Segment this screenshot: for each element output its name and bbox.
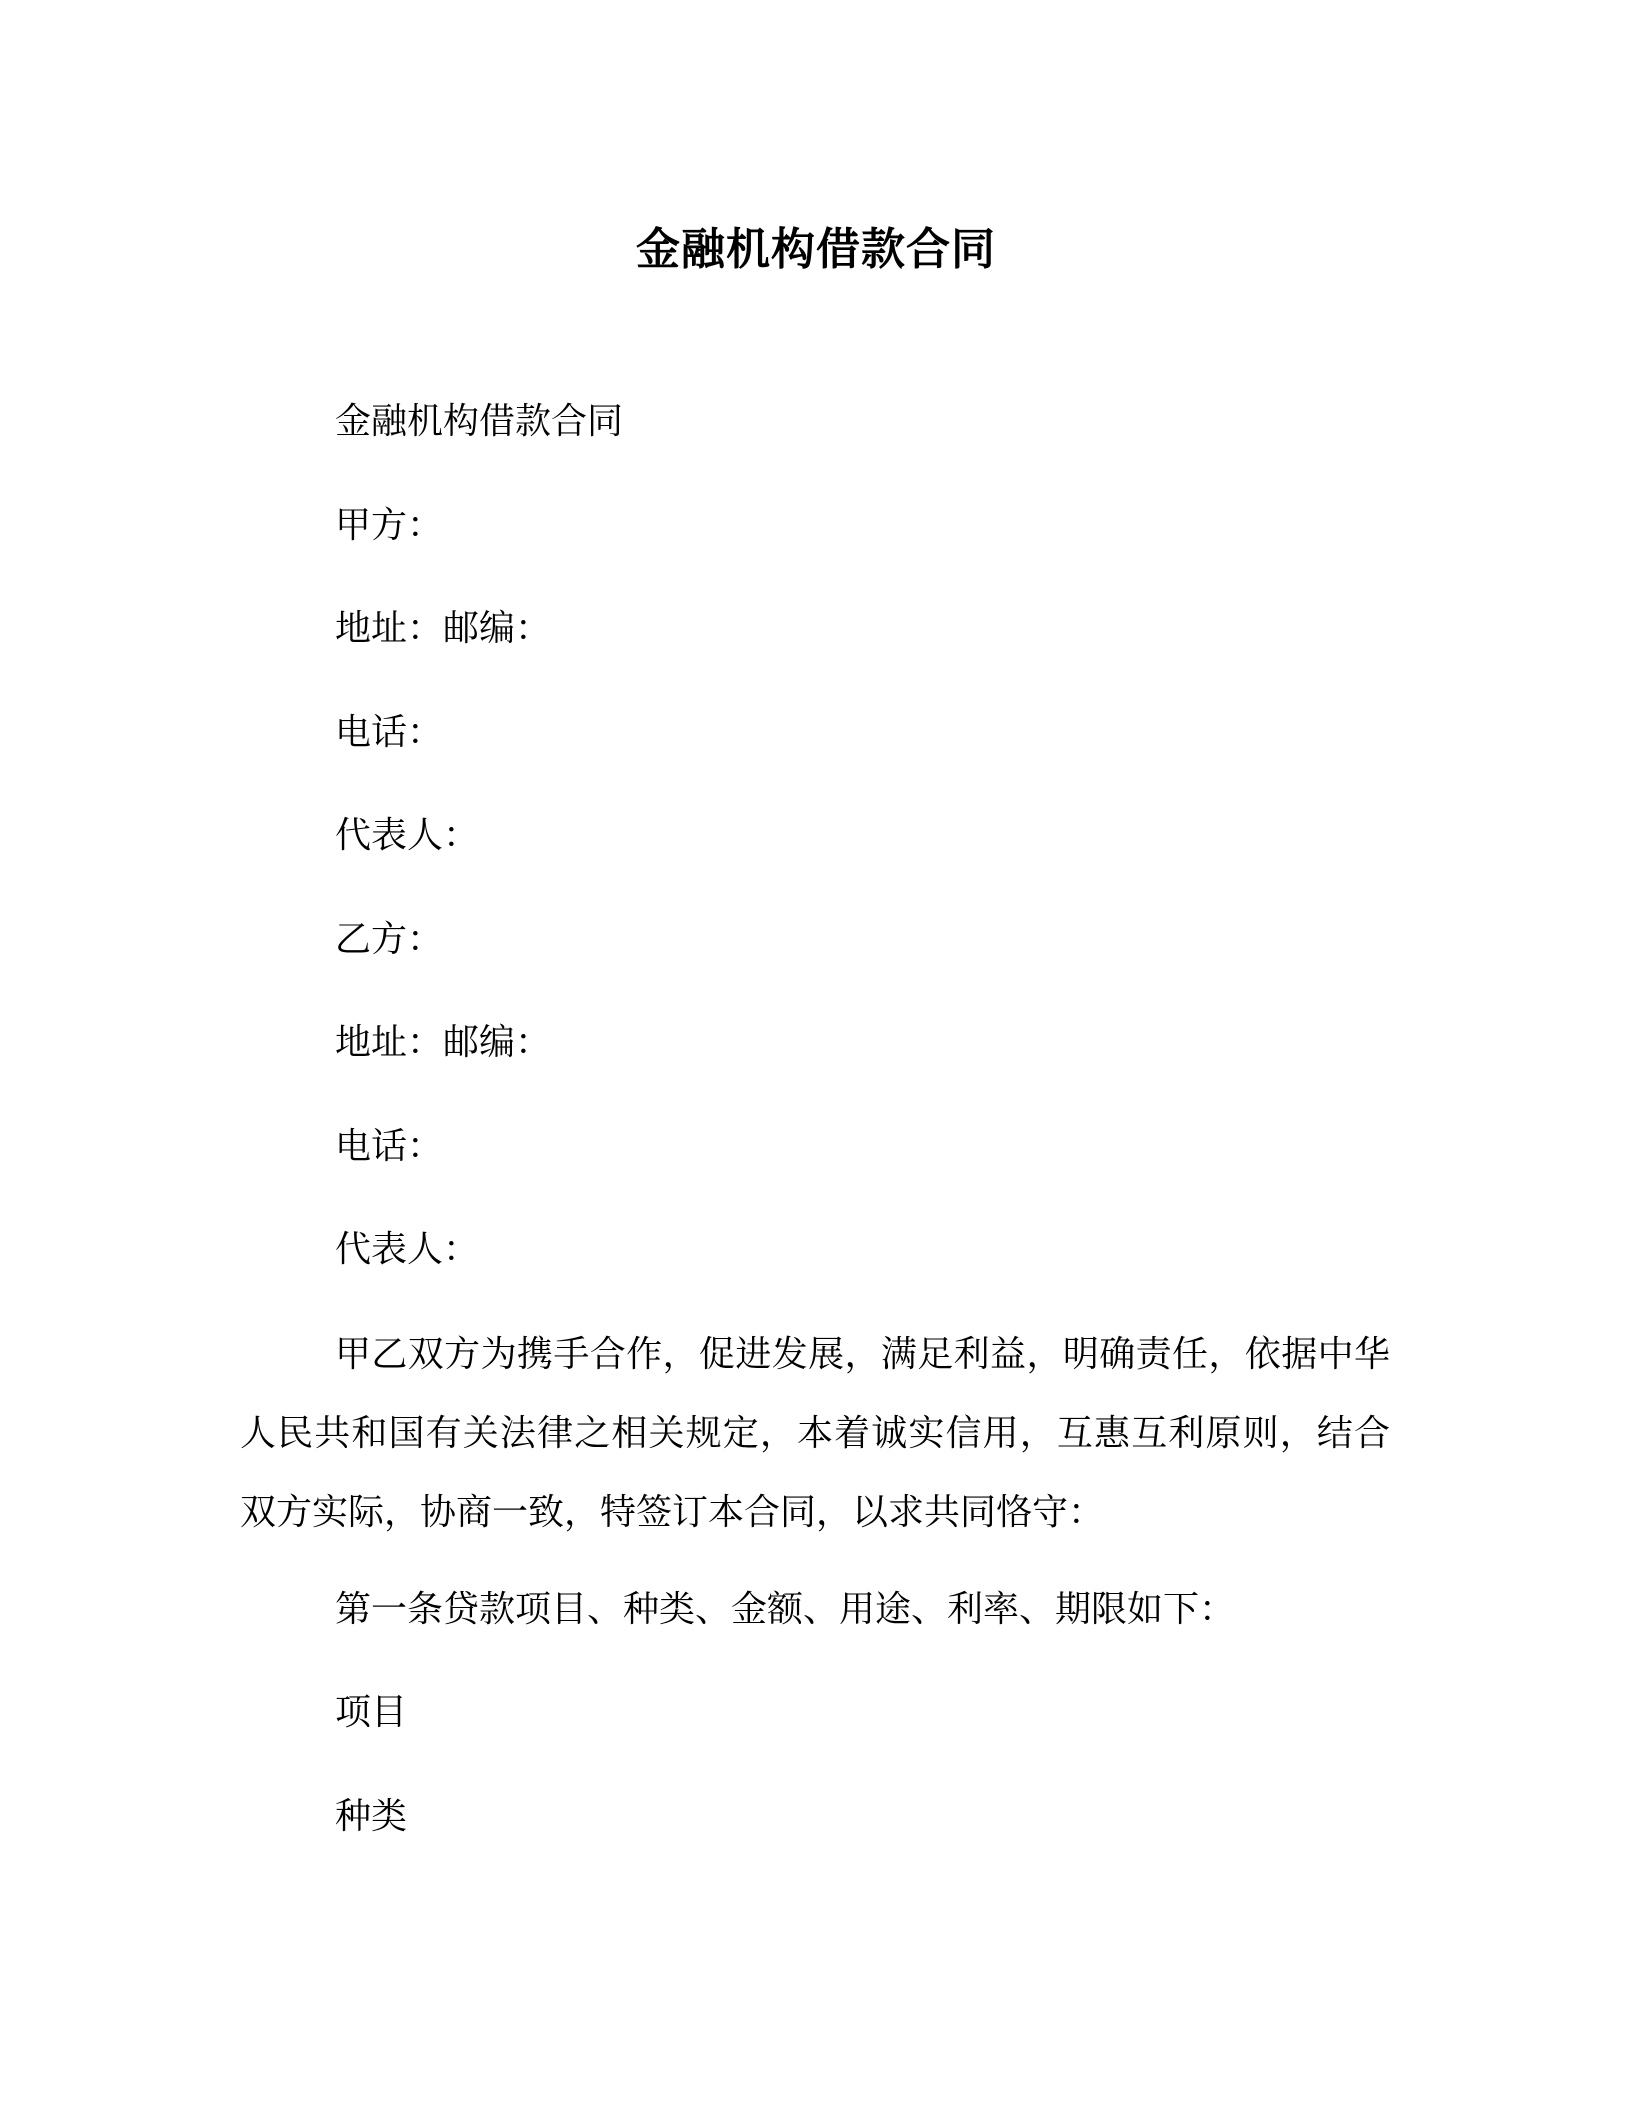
preamble-paragraph: 甲乙双方为携手合作，促进发展，满足利益，明确责任，依据中华人民共和国有关法律之相关规定，本着诚实信用，互惠互利原则，结合双方实际，协商一致，特签订本合同，以求共同恪守：	[240, 1334, 1390, 1533]
item-project-label: 项目	[335, 1692, 408, 1733]
party-a-representative-label: 代表人：	[335, 815, 480, 856]
party-a-label: 甲方：	[335, 505, 444, 546]
party-b-label: 乙方：	[335, 919, 444, 960]
item-category-label: 种类	[335, 1796, 408, 1837]
party-a-phone-label: 电话：	[335, 712, 444, 753]
party-b-phone-label: 电话：	[335, 1126, 444, 1167]
party-b-representative-label: 代表人：	[335, 1229, 480, 1270]
document-title: 金融机构借款合同	[636, 224, 996, 275]
subtitle-line: 金融机构借款合同	[335, 401, 624, 442]
article-1-heading: 第一条贷款项目、种类、金额、用途、利率、期限如下：	[335, 1589, 1236, 1630]
party-a-address-label: 地址：邮编：	[335, 608, 552, 649]
party-b-address-label: 地址：邮编：	[335, 1022, 552, 1063]
